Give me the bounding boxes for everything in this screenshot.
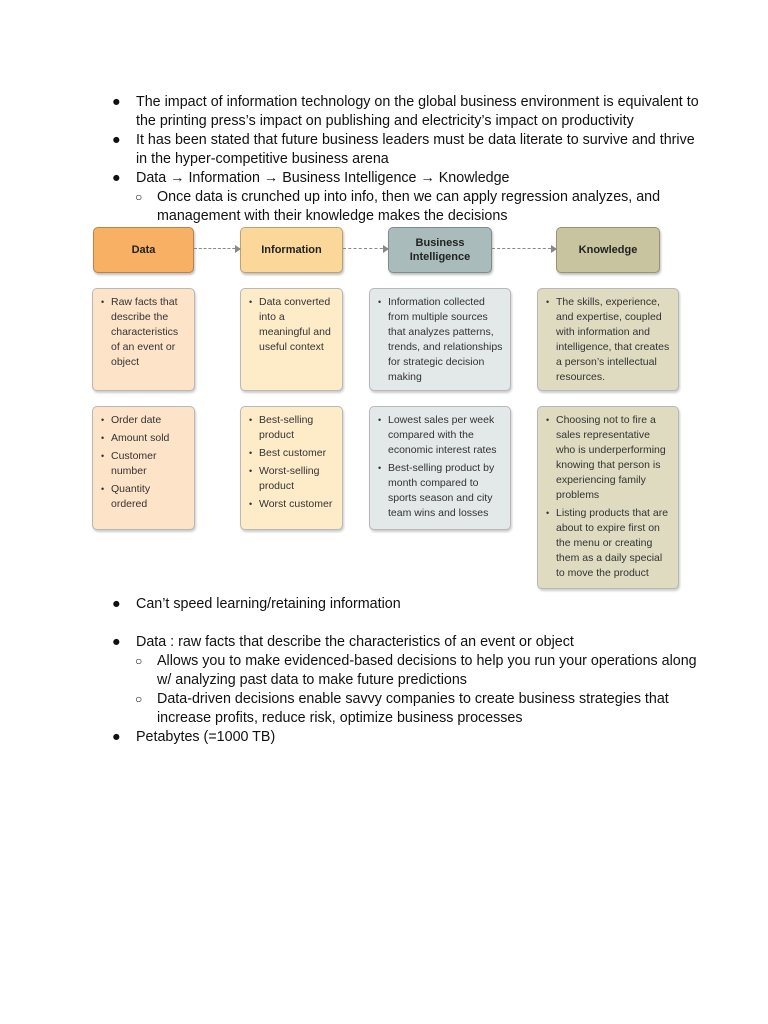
bullet-dot: ●	[112, 94, 121, 110]
example-item: • Choosing not to fire a sales representative who is underperforming knowing that person is experiencing family problems	[546, 413, 672, 503]
definition-box-knowledge	[537, 288, 679, 391]
example-item: • Worst-selling product	[249, 464, 336, 494]
bullet-item	[112, 131, 702, 169]
arrow-right-icon	[194, 248, 240, 249]
examples-box-data	[92, 406, 195, 530]
bullet-item	[112, 93, 702, 131]
example-item: • Best-selling product by month compared to sports season and city team wins and losses	[378, 461, 504, 521]
bullet-item	[112, 595, 702, 614]
sub-bullet-text: Once data is crunched up into info, then we can apply regression analyzes, and management with their knowledge makes the decisions	[157, 189, 661, 224]
blank-line	[112, 614, 702, 633]
bullet-item	[112, 633, 702, 652]
example-item: • Quantity ordered	[101, 482, 188, 512]
bullet-dot: ●	[112, 170, 121, 186]
sub-bullet-item	[112, 690, 702, 728]
header-business-intelligence: Business Intelligence	[388, 227, 492, 273]
example-item: • Customer number	[101, 449, 188, 479]
header-data: Data	[93, 227, 194, 273]
sub-bullet-text: Allows you to make evidenced-based decisions to help you run your operations along w/ analyzing past data to make future predictions	[157, 653, 697, 688]
examples-box-knowledge	[537, 406, 679, 589]
example-item: • Worst customer	[249, 497, 336, 512]
arrow-right-icon	[492, 248, 556, 249]
bullet-item	[112, 169, 702, 188]
sub-bullet-text: Data-driven decisions enable savvy companies to create business strategies that increase profits, reduce risk, optimize business processes	[157, 691, 669, 726]
header-information: Information	[240, 227, 343, 273]
definition-text: • Data converted into a meaningful and useful context	[249, 295, 336, 355]
bullet-text: It has been stated that future business leaders must be data literate to survive and thrive in the hyper-competitive business arena	[136, 132, 695, 167]
bullet-dot: ●	[112, 729, 121, 745]
circle-bullet-icon: ○	[135, 654, 143, 668]
example-item: • Lowest sales per week compared with the economic interest rates	[378, 413, 504, 458]
sub-bullet-item	[112, 188, 702, 226]
sub-bullet-list	[112, 652, 702, 728]
arrow-right-icon	[343, 248, 388, 249]
example-item: • Best customer	[249, 446, 336, 461]
example-item: • Amount sold	[101, 431, 188, 446]
top-bullet-list	[112, 93, 702, 226]
header-knowledge: Knowledge	[556, 227, 660, 273]
example-item: • Order date	[101, 413, 188, 428]
bullet-dot: ●	[112, 634, 121, 650]
bullet-text: Petabytes (=1000 TB)	[136, 729, 276, 745]
definition-text: • Raw facts that describe the characteristics of an event or object	[101, 295, 188, 370]
bottom-bullet-list	[112, 595, 702, 747]
definition-box-information	[240, 288, 343, 391]
bullet-item	[112, 728, 702, 747]
bullet-dot: ●	[112, 596, 121, 612]
definition-box-business-intelligence	[369, 288, 511, 391]
bullet-text: The impact of information technology on the global business environment is equivalent to the printing press’s impact on publishing and electricity’s impact on productivity	[136, 94, 699, 129]
circle-bullet-icon: ○	[135, 190, 143, 204]
data-to-knowledge-diagram	[90, 226, 682, 592]
bullet-text: Can’t speed learning/retaining information	[136, 596, 401, 612]
bullet-dot: ●	[112, 132, 121, 148]
sub-bullet-list	[112, 188, 702, 226]
bullet-text: Data → Information → Business Intelligence → Knowledge	[136, 170, 510, 186]
examples-box-information	[240, 406, 343, 530]
sub-bullet-item	[112, 652, 702, 690]
examples-box-business-intelligence	[369, 406, 511, 530]
definition-text: • Information collected from multiple sources that analyzes patterns, trends, and relationships for strategic decision making	[378, 295, 504, 385]
definition-text: • The skills, experience, and expertise, coupled with information and intelligence, that creates a person’s intellectual resources.	[546, 295, 672, 385]
circle-bullet-icon: ○	[135, 692, 143, 706]
bullet-text: Data : raw facts that describe the characteristics of an event or object	[136, 634, 574, 650]
example-item: • Best-selling product	[249, 413, 336, 443]
example-item: • Listing products that are about to expire first on the menu or creating them as a daily special to move the product	[546, 506, 672, 581]
definition-box-data	[92, 288, 195, 391]
